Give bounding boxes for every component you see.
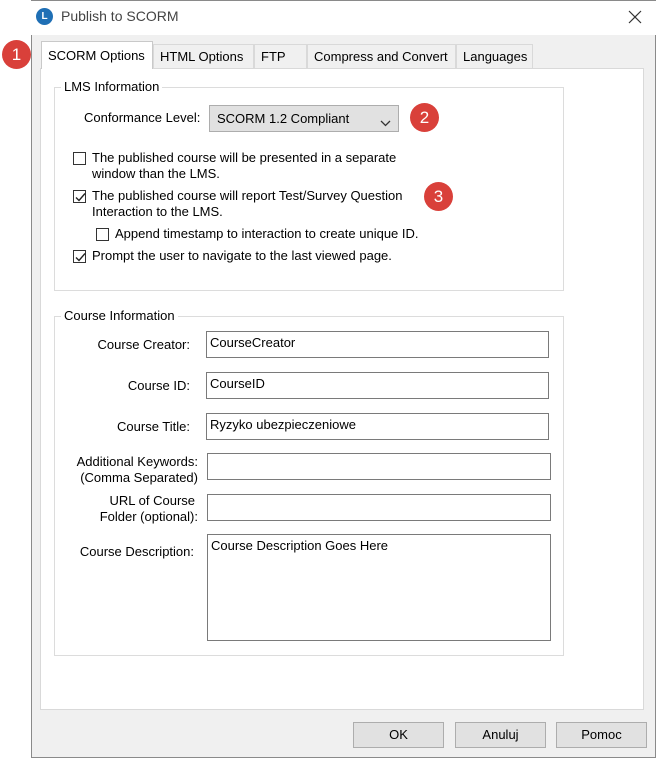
course-title-label: Course Title: xyxy=(117,419,190,434)
close-icon[interactable] xyxy=(625,7,645,27)
additional-keywords-sublabel: (Comma Separated) xyxy=(80,470,198,485)
prompt-last-page-label: Prompt the user to navigate to the last viewed page. xyxy=(92,248,392,263)
tab-html-options[interactable]: HTML Options xyxy=(153,44,254,68)
course-title-field[interactable]: Ryzyko ubezpieczeniowe xyxy=(206,413,549,440)
report-interaction-checkbox[interactable] xyxy=(73,190,86,203)
tab-compress-and-convert[interactable]: Compress and Convert xyxy=(307,44,456,68)
conformance-level-select[interactable] xyxy=(209,105,399,132)
cancel-button[interactable]: Anuluj xyxy=(455,722,546,748)
additional-keywords-label: Additional Keywords: xyxy=(76,454,198,469)
separate-window-label: The published course will be presented in a separate window than the LMS. xyxy=(92,150,397,181)
annotation-badge-1: 1 xyxy=(2,40,31,69)
course-url-sublabel: Folder (optional): xyxy=(99,509,198,524)
course-url-field[interactable] xyxy=(207,494,551,521)
course-id-field[interactable]: CourseID xyxy=(206,372,549,399)
course-url-label: URL of Course xyxy=(109,493,195,508)
course-id-label: Course ID: xyxy=(127,378,190,393)
append-timestamp-checkbox[interactable] xyxy=(96,228,109,241)
lms-information-title: LMS Information xyxy=(61,79,162,94)
tab-scorm-options[interactable]: SCORM Options xyxy=(41,41,153,69)
course-description-label: Course Description: xyxy=(79,544,194,559)
course-creator-field[interactable]: CourseCreator xyxy=(206,331,549,358)
course-description-field[interactable]: Course Description Goes Here xyxy=(207,534,551,641)
annotation-badge-3: 3 xyxy=(424,182,453,211)
append-timestamp-label: Append timestamp to interaction to create unique ID. xyxy=(115,226,419,241)
tab-languages[interactable]: Languages xyxy=(456,44,533,68)
course-creator-label: Course Creator: xyxy=(97,337,190,352)
annotation-badge-2: 2 xyxy=(410,103,439,132)
report-interaction-label: The published course will report Test/Survey Question Interaction to the LMS. xyxy=(92,188,403,219)
ok-button[interactable]: OK xyxy=(353,722,444,748)
chevron-down-icon xyxy=(380,115,391,130)
conformance-level-label: Conformance Level: xyxy=(84,110,201,125)
window-title: Publish to SCORM xyxy=(61,8,179,24)
conformance-level-value: SCORM 1.2 Compliant xyxy=(217,111,350,126)
course-information-title: Course Information xyxy=(61,308,178,323)
help-button[interactable]: Pomoc xyxy=(556,722,647,748)
separate-window-checkbox[interactable] xyxy=(73,152,86,165)
app-logo-icon: L xyxy=(36,8,53,25)
tab-ftp[interactable]: FTP xyxy=(254,44,307,68)
additional-keywords-field[interactable] xyxy=(207,453,551,480)
prompt-last-page-checkbox[interactable] xyxy=(73,250,86,263)
